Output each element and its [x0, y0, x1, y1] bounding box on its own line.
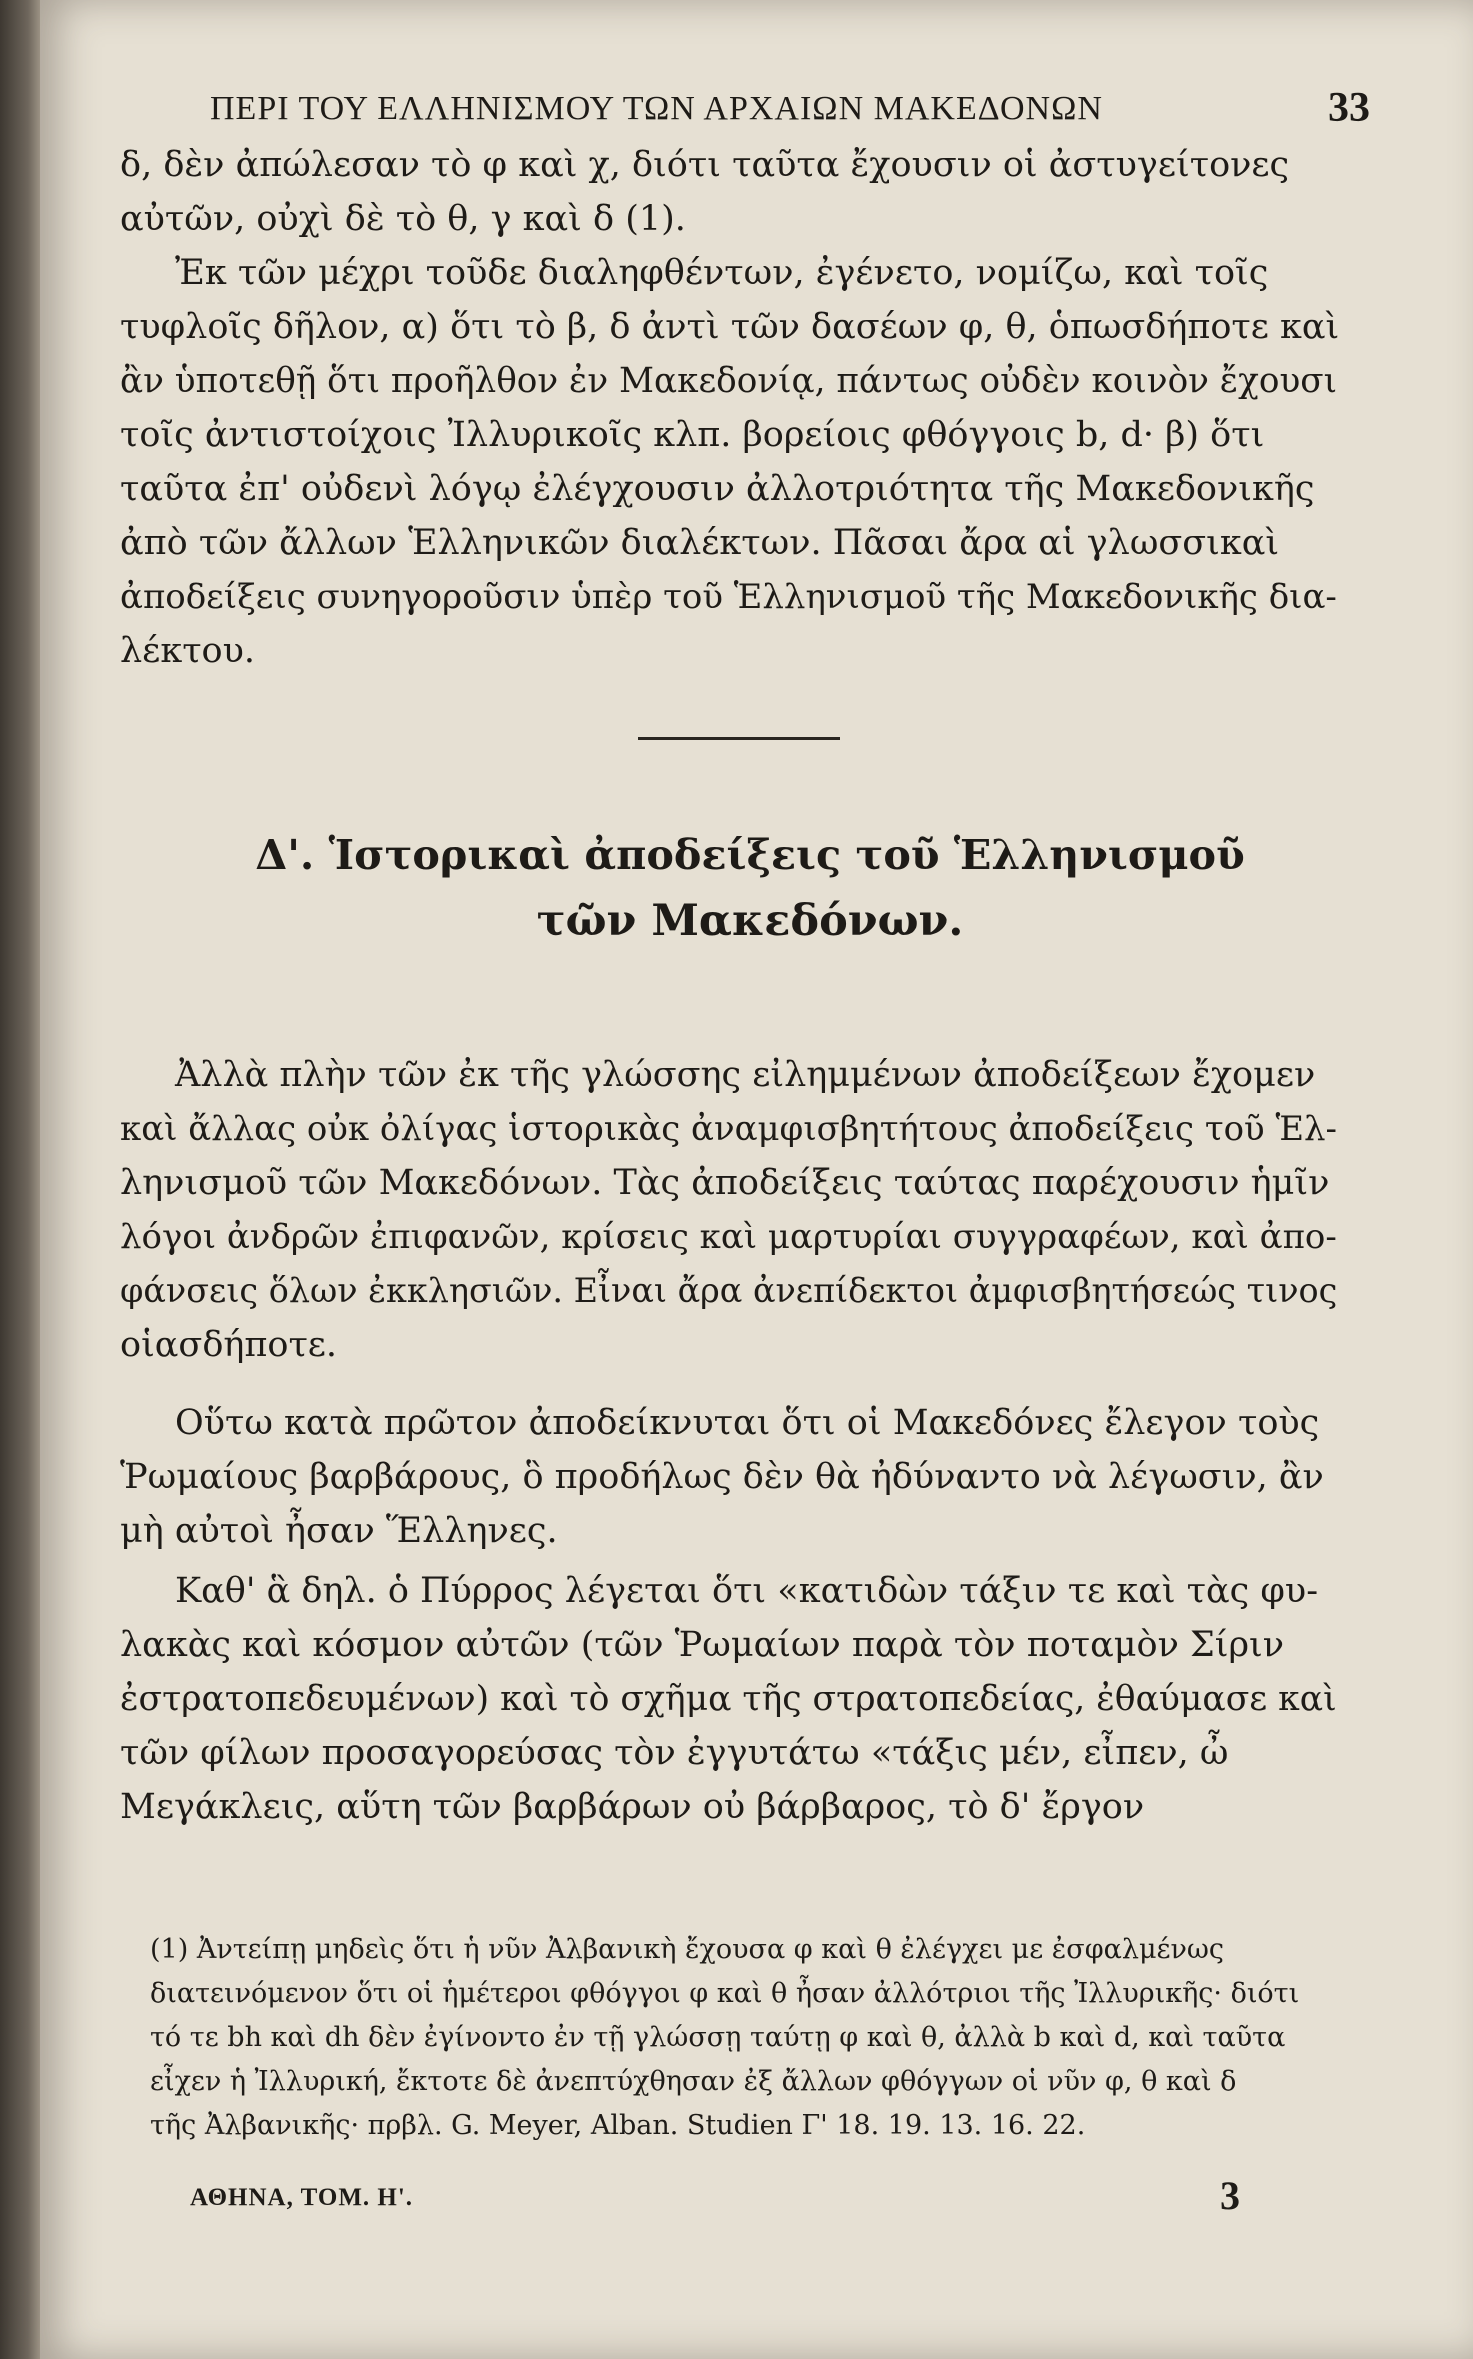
- running-title: ΠΕΡΙ ΤΟΥ ΕΛΛΗΝΙΣΜΟΥ ΤΩΝ ΑΡΧΑΙΩΝ ΜΑΚΕΔΟΝΩΝ: [210, 90, 1103, 127]
- text-line: οἱασδήποτε.: [120, 1325, 338, 1365]
- text-line: ληνισμοῦ τῶν Μακεδόνων. Τὰς ἀποδείξεις ταύτας παρέχουσιν ἡμῖν: [120, 1163, 1330, 1203]
- footnote-line: (1) Ἀντείπῃ μηδεὶς ὅτι ἡ νῦν Ἀλβανικὴ ἔχουσα φ καὶ θ ἐλέγχει με ἐσφαλμένως: [150, 1934, 1225, 1965]
- book-spine-shadow: [0, 0, 40, 2359]
- text-line: Μεγάκλεις, αὕτη τῶν βαρβάρων οὐ βάρβαρος, τὸ δ' ἔργον: [120, 1787, 1145, 1827]
- footnote-line: διατεινόμενον ὅτι οἱ ἡμέτεροι φθόγγοι φ καὶ θ ἦσαν ἀλλότριοι τῆς Ἰλλυρικῆς· διότι: [150, 1978, 1300, 2009]
- section-heading-line-2: τῶν Μακεδόνων.: [536, 896, 964, 946]
- section-heading: [250, 822, 1250, 954]
- paragraph-2: [120, 246, 1350, 678]
- text-line: δ, δὲν ἀπώλεσαν τὸ φ καὶ χ, διότι ταῦτα ἔχουσιν οἱ ἀστυγείτονες: [120, 145, 1290, 185]
- text-line: λακὰς καὶ κόσμον αὐτῶν (τῶν Ῥωμαίων παρὰ τὸν ποταμὸν Σίριν: [120, 1625, 1285, 1665]
- text-line: Ἀλλὰ πλὴν τῶν ἐκ τῆς γλώσσης εἰλημμένων ἀποδείξεων ἔχομεν: [175, 1055, 1316, 1095]
- text-line: ἀπὸ τῶν ἄλλων Ἑλληνικῶν διαλέκτων. Πᾶσαι ἄρα αἱ γλωσσικαὶ: [120, 523, 1280, 563]
- footnote-line: τῆς Ἀλβανικῆς· πρβλ. G. Meyer, Alban. Studien Γ' 18. 19. 13. 16. 22.: [150, 2110, 1086, 2141]
- book-page: [40, 0, 1473, 2359]
- text-line: ἀποδείξεις συνηγοροῦσιν ὑπὲρ τοῦ Ἑλληνισμοῦ τῆς Μακεδονικῆς δια-: [120, 577, 1337, 617]
- text-line: τῶν φίλων προσαγορεύσας τὸν ἐγγυτάτω «τάξις μέν, εἶπεν, ὦ: [120, 1733, 1229, 1773]
- footnote-line: τό τε bh καὶ dh δὲν ἐγίνοντο ἐν τῇ γλώσσῃ ταύτῃ φ καὶ θ, ἀλλὰ b καὶ d, καὶ ταῦτα: [150, 2022, 1286, 2053]
- footnote-line: εἶχεν ἡ Ἰλλυρική, ἔκτοτε δὲ ἀνεπτύχθησαν ἐξ ἄλλων φθόγγων οἱ νῦν φ, θ καὶ δ: [150, 2066, 1237, 2097]
- page-number: 33: [1328, 85, 1370, 131]
- text-line: λόγοι ἀνδρῶν ἐπιφανῶν, κρίσεις καὶ μαρτυρίαι συγγραφέων, καὶ ἀπο-: [120, 1217, 1337, 1257]
- volume-label: ΑΘΗΝΑ, ΤΟΜ. Η'.: [190, 2184, 414, 2211]
- text-line: τυφλοῖς δῆλον, α) ὅτι τὸ β, δ ἀντὶ τῶν δασέων φ, θ, ὁπωσδήποτε καὶ: [120, 307, 1340, 347]
- text-line: ἐστρατοπεδευμένων) καὶ τὸ σχῆμα τῆς στρατοπεδείας, ἐθαύμασε καὶ: [120, 1679, 1337, 1719]
- text-line: Ῥωμαίους βαρβάρους, ὃ προδήλως δὲν θὰ ἠδύναντο νὰ λέγωσιν, ἂν: [120, 1457, 1324, 1497]
- section-heading-line-1: Δ'. Ἱστορικαὶ ἀποδείξεις τοῦ Ἑλληνισμοῦ: [255, 830, 1245, 879]
- text-line: Οὕτω κατὰ πρῶτον ἀποδείκνυται ὅτι οἱ Μακεδόνες ἔλεγον τοὺς: [175, 1403, 1320, 1443]
- paragraph-1: [120, 138, 1350, 246]
- text-line: Καθ' ἃ δηλ. ὁ Πύρρος λέγεται ὅτι «κατιδὼν τάξιν τε καὶ τὰς φυ-: [175, 1571, 1319, 1611]
- text-line: τοῖς ἀντιστοίχοις Ἰλλυρικοῖς κλπ. βορείοις φθόγγοις b, d· β) ὅτι: [120, 415, 1265, 455]
- text-line: ἂν ὑποτεθῇ ὅτι προῆλθον ἐν Μακεδονίᾳ, πάντως οὐδὲν κοινὸν ἔχουσι: [120, 361, 1337, 401]
- text-line: μὴ αὐτοὶ ἦσαν Ἕλληνες.: [120, 1511, 558, 1551]
- text-line: καὶ ἄλλας οὐκ ὀλίγας ἱστορικὰς ἀναμφισβητήτους ἀποδείξεις τοῦ Ἑλ-: [120, 1109, 1337, 1149]
- text-line: ταῦτα ἐπ' οὐδενὶ λόγῳ ἐλέγχουσιν ἀλλοτριότητα τῆς Μακεδονικῆς: [120, 469, 1315, 509]
- paragraph-4: [120, 1396, 1350, 1558]
- paragraph-3: [120, 1048, 1350, 1372]
- printer-signature: [190, 2173, 1240, 2220]
- text-line: φάνσεις ὅλων ἐκκλησιῶν. Εἶναι ἄρα ἀνεπίδεκτοι ἀμφισβητήσεώς τινος: [120, 1271, 1338, 1310]
- paragraph-5: [120, 1564, 1350, 1834]
- footnote: [150, 1928, 1350, 2148]
- page-header: [210, 82, 1370, 142]
- text-line: Ἐκ τῶν μέχρι τοῦδε διαληφθέντων, ἐγένετο, νομίζω, καὶ τοῖς: [175, 253, 1269, 293]
- text-line: λέκτου.: [120, 631, 256, 671]
- text-line: αὐτῶν, οὐχὶ δὲ τὸ θ, γ καὶ δ (1).: [120, 199, 686, 239]
- section-divider-rule: [638, 737, 840, 740]
- sheet-number: 3: [1220, 2173, 1240, 2218]
